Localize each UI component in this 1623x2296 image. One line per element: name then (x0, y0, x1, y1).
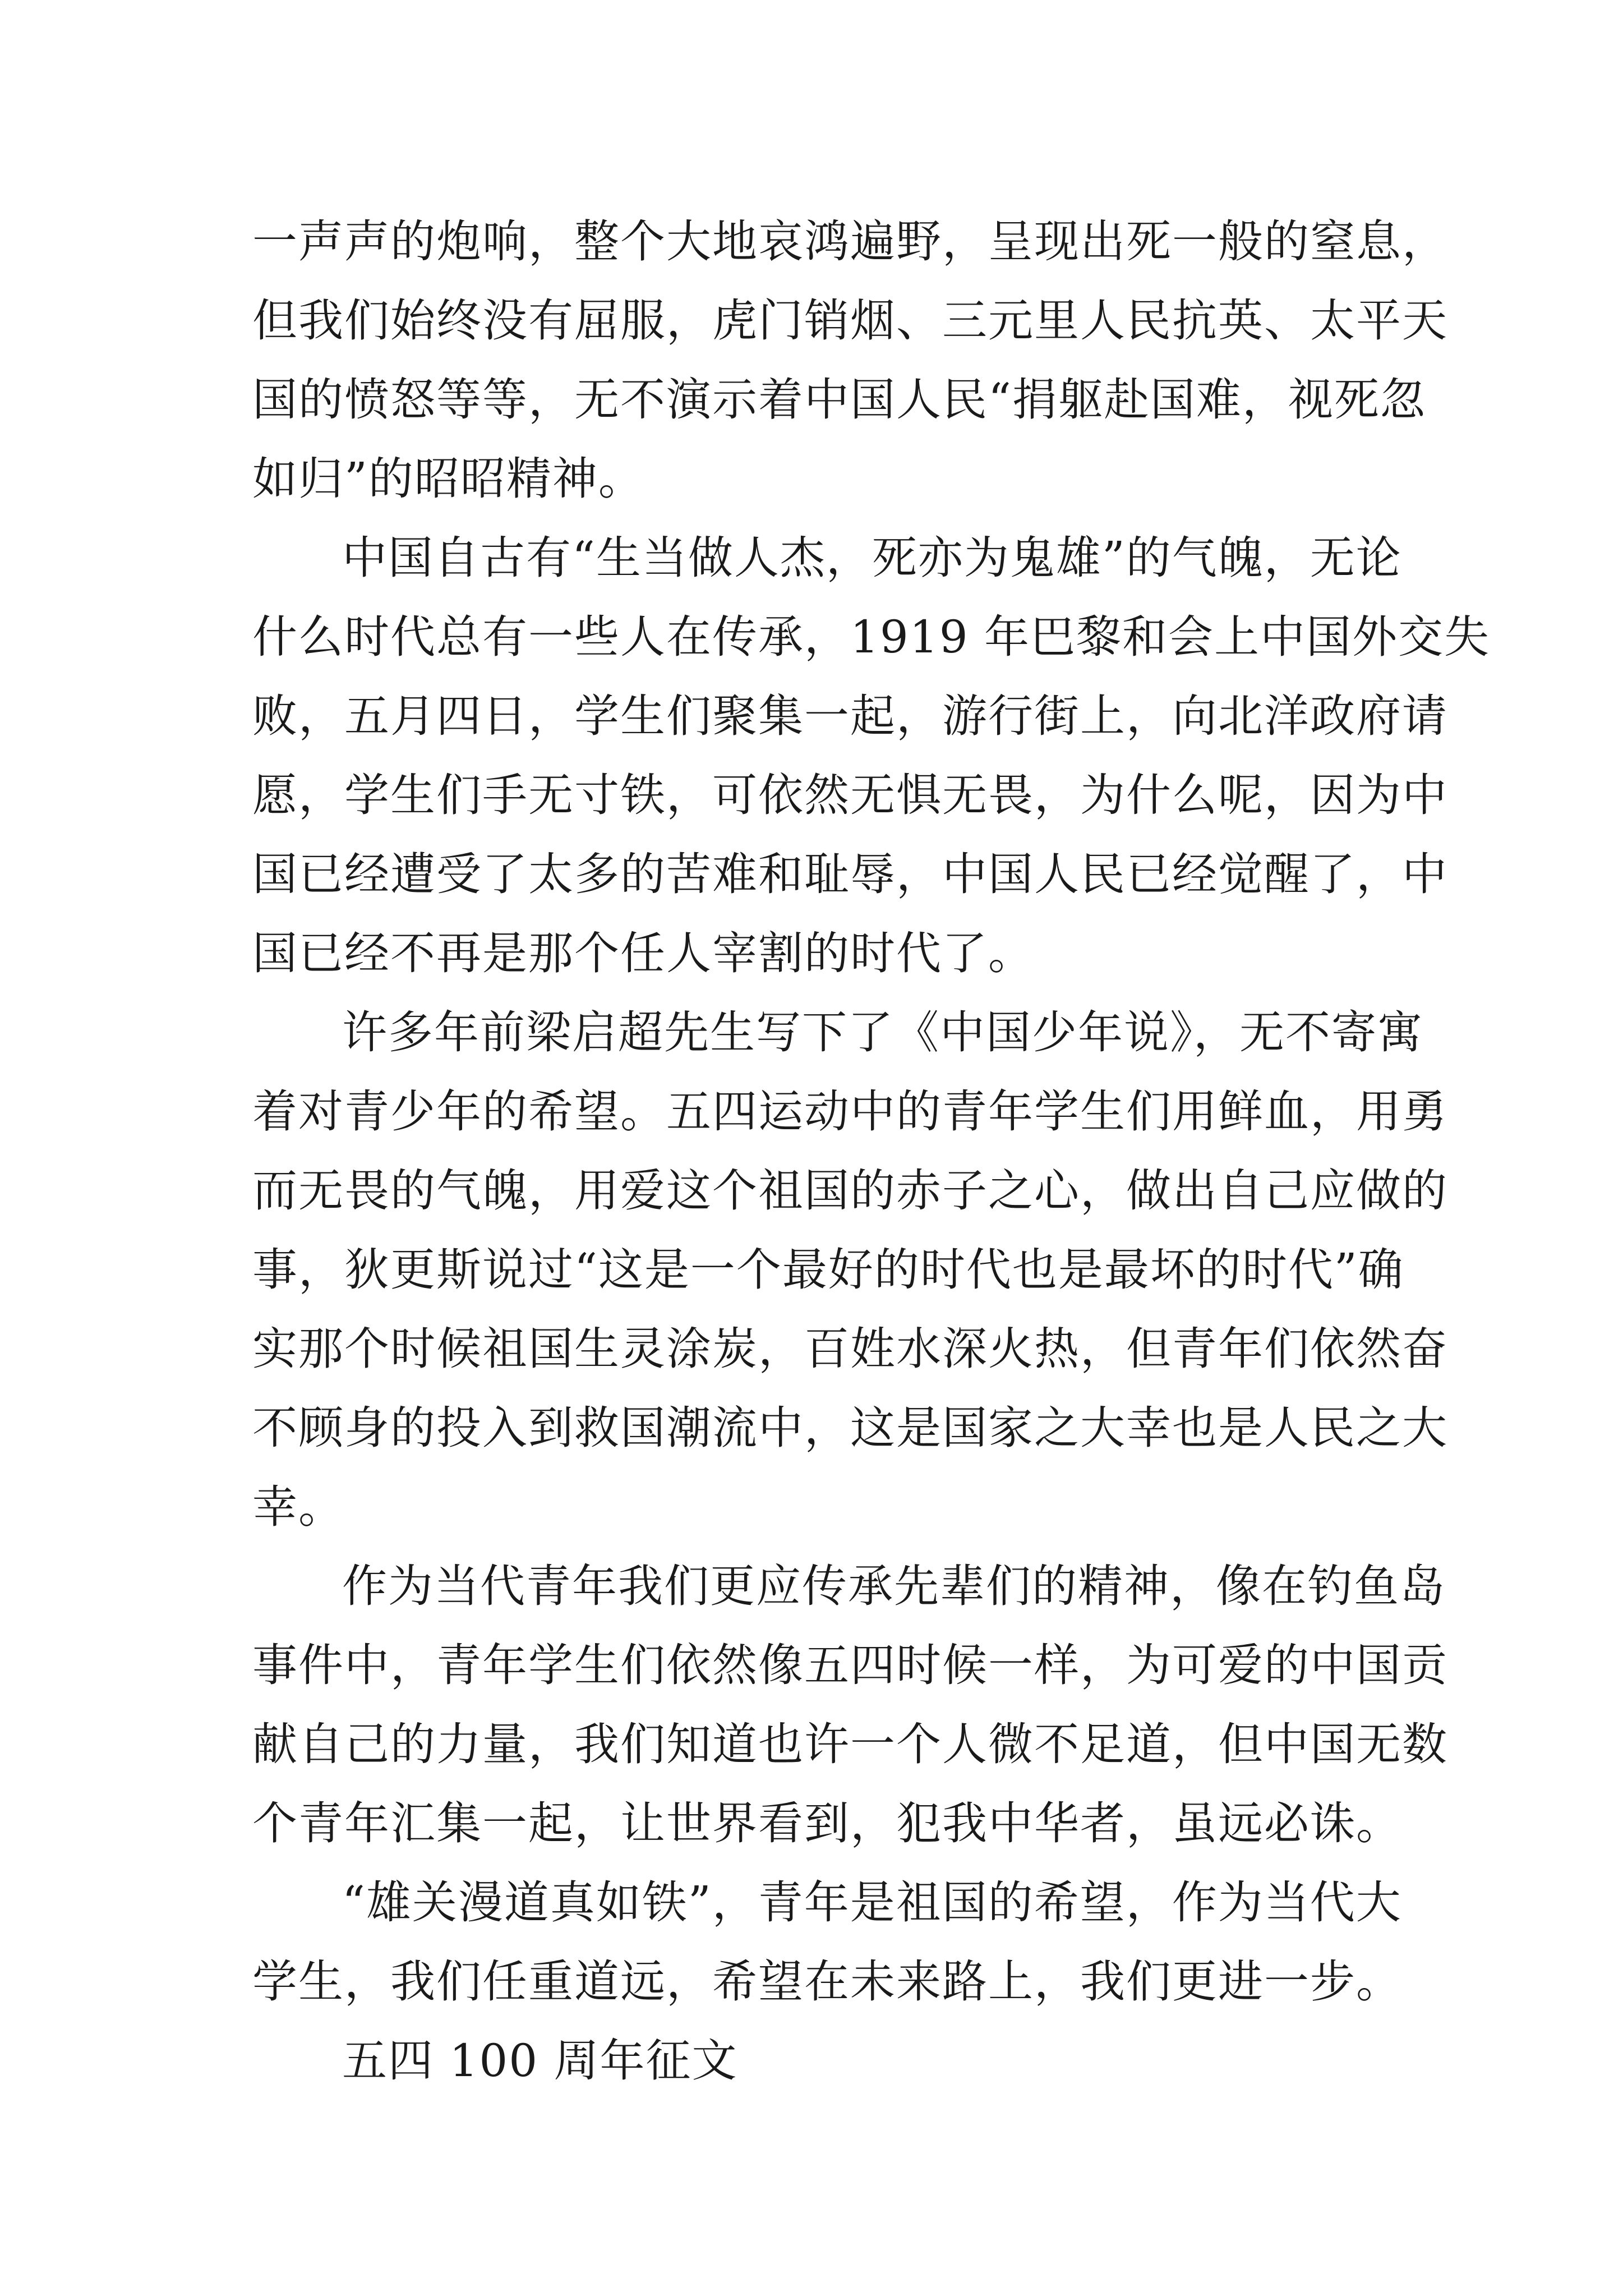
text-line: 中国自古有“生当做人杰，死亦为鬼雄”的气魄，无论 (342, 532, 1402, 584)
paragraph-2 (252, 518, 1491, 993)
text-line: 事件中，青年学生们依然像五四时候一样，为可爱的中国贡 (252, 1639, 1448, 1691)
text-line: 幸。 (252, 1481, 344, 1533)
text-line: 什么时代总有一些人在传承，1919 年巴黎和会上中国外交失 (252, 611, 1491, 663)
text-line: 一声声的炮响，整个大地哀鸿遍野，呈现出死一般的窒息， (252, 215, 1448, 268)
text-line: 国已经遭受了太多的苦难和耻辱，中国人民已经觉醒了，中 (252, 848, 1448, 900)
text-line: “雄关漫道真如铁”，青年是祖国的希望，作为当代大 (342, 1876, 1402, 1929)
text-line: 事，狄更斯说过“这是一个最好的时代也是最坏的时代”确 (252, 1244, 1404, 1296)
document-body (252, 202, 1491, 2100)
paragraph-3 (252, 993, 1448, 1547)
text-line: 献自己的力量，我们知道也许一个人微不足道，但中国无数 (252, 1718, 1448, 1770)
text-line: 败，五月四日，学生们聚集一起，游行街上，向北洋政府请 (252, 690, 1448, 742)
text-line: 而无畏的气魄，用爱这个祖国的赤子之心，做出自己应做的 (252, 1165, 1448, 1217)
text-line: 着对青少年的希望。五四运动中的青年学生们用鲜血，用勇 (252, 1085, 1448, 1138)
text-line: 不顾身的投入到救国潮流中，这是国家之大幸也是人民之大 (252, 1402, 1448, 1454)
text-line: 如归”的昭昭精神。 (252, 453, 644, 505)
text-line: 实那个时候祖国生灵涂炭，百姓水深火热，但青年们依然奋 (252, 1323, 1448, 1375)
paragraph-4 (252, 1547, 1448, 1863)
text-line: 国已经不再是那个任人宰割的时代了。 (252, 927, 1034, 979)
text-line: 五四 100 周年征文 (342, 2035, 738, 2087)
paragraph-1 (252, 202, 1448, 518)
signature-line (252, 2021, 1380, 2100)
text-line: 但我们始终没有屈服，虎门销烟、三元里人民抗英、太平天 (252, 295, 1448, 347)
text-line: 许多年前梁启超先生写下了《中国少年说》，无不寄寓 (342, 1006, 1423, 1059)
text-line: 作为当代青年我们更应传承先辈们的精神，像在钓鱼岛 (342, 1560, 1446, 1612)
paragraph-5 (252, 1863, 1402, 2021)
text-line: 学生，我们任重道远，希望在未来路上，我们更进一步。 (252, 1955, 1402, 2008)
text-line: 愿，学生们手无寸铁，可依然无惧无畏，为什么呢，因为中 (252, 769, 1448, 821)
text-line: 国的愤怒等等，无不演示着中国人民“捐躯赴国难，视死忽 (252, 374, 1426, 426)
text-line: 个青年汇集一起，让世界看到，犯我中华者，虽远必诛。 (252, 1797, 1402, 1849)
